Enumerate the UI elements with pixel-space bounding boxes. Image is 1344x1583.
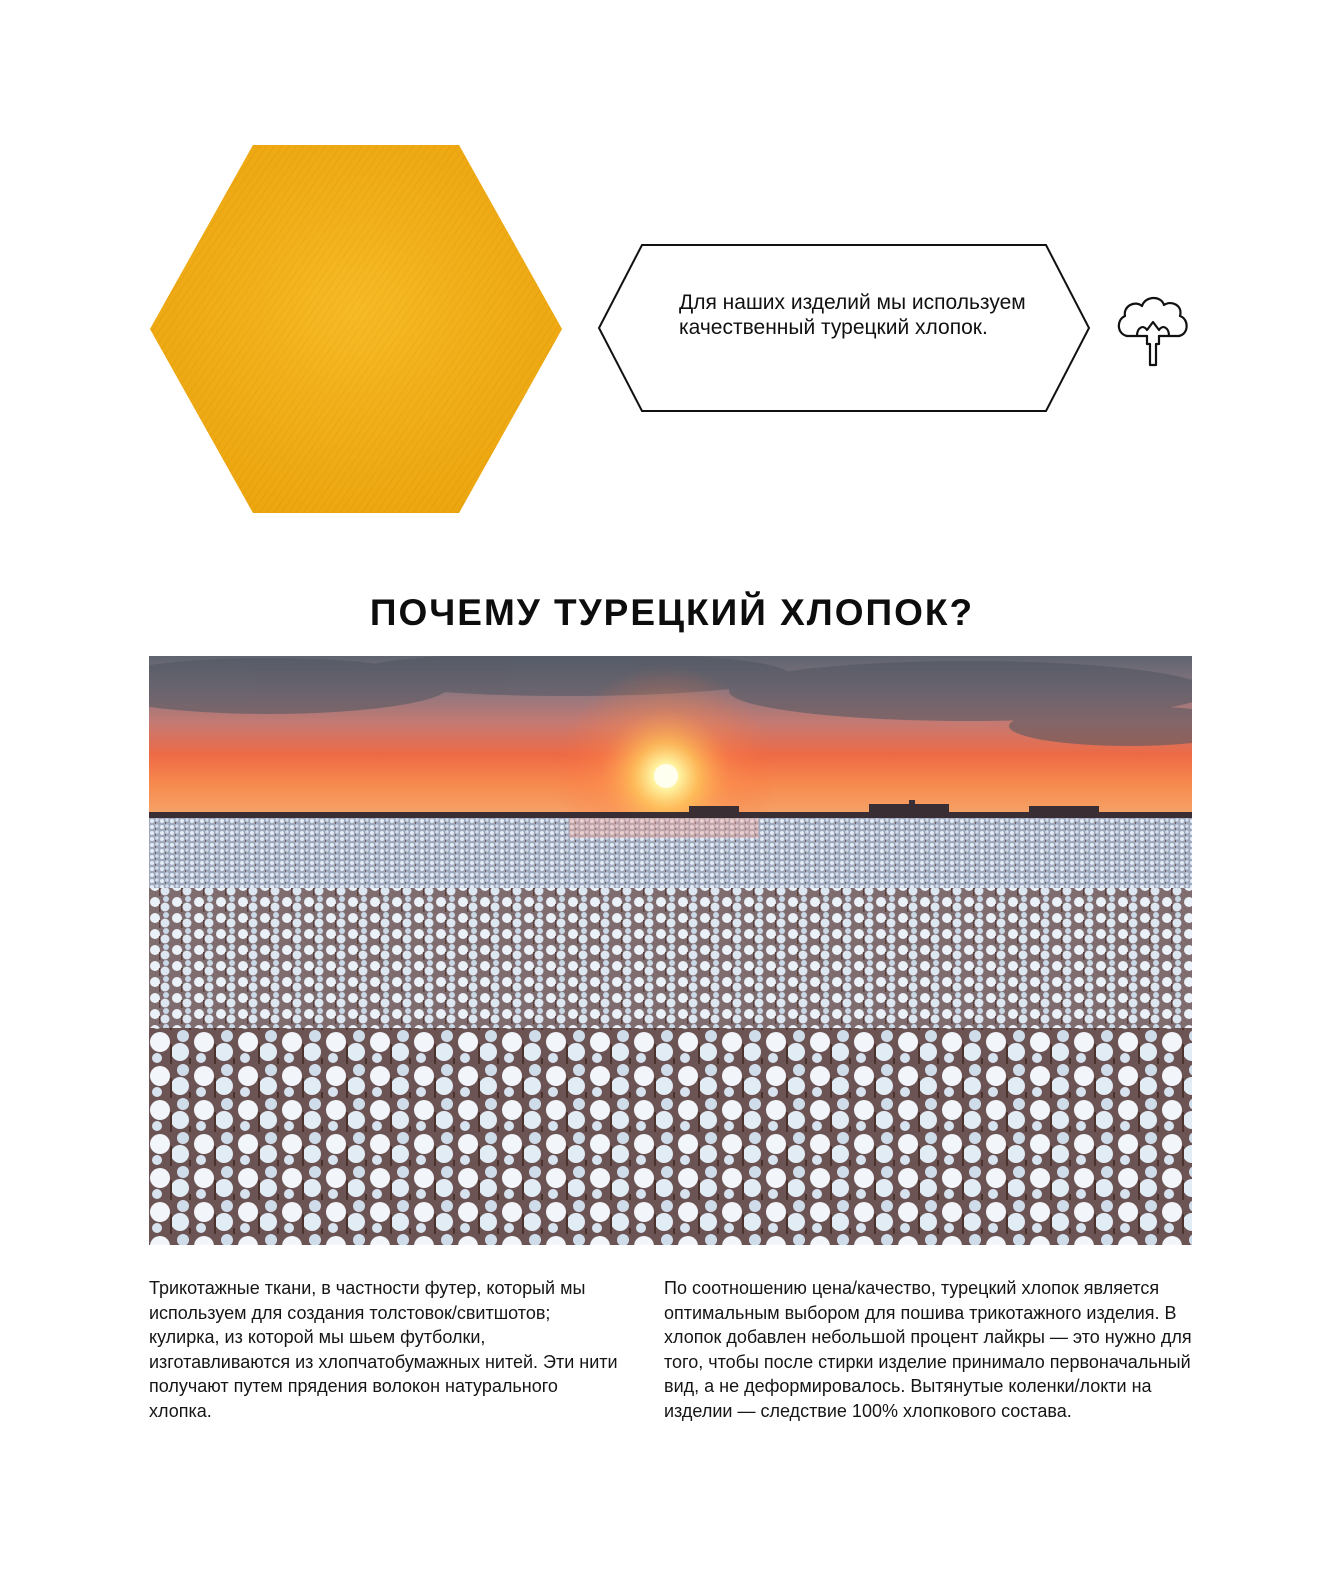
cotton-plant-icon (1113, 290, 1193, 368)
fabric-swatch-hexagon (150, 145, 562, 513)
body-text-left: Трикотажные ткани, в частности футер, который мы используем для создания толстовок/свитшотов; кулирка, из которой мы шьем футболки, изготавливаются из хлопчатобумажных нитей. Эти нити получают путем прядения волокон натурального хлопка. (149, 1278, 618, 1421)
body-text-right: По соотношению цена/качество, турецкий хлопок является оптимальным выбором для пошива трикотажного изделия. В хлопок добавлен небольшой процент лайкры — это нужно для того, чтобы после стирки изделие принимало первоначальный вид, а не деформировалось. Вытянутые коленки/локти на изделии — следствие 100% хлопкового состава. (664, 1278, 1192, 1421)
info-callout (597, 243, 1091, 413)
section-heading: ПОЧЕМУ ТУРЕЦКИЙ ХЛОПОК? (369, 592, 975, 633)
callout-text: Для наших изделий мы используем качественный турецкий хлопок. (679, 291, 1026, 339)
cotton-field-photo (149, 656, 1192, 1245)
